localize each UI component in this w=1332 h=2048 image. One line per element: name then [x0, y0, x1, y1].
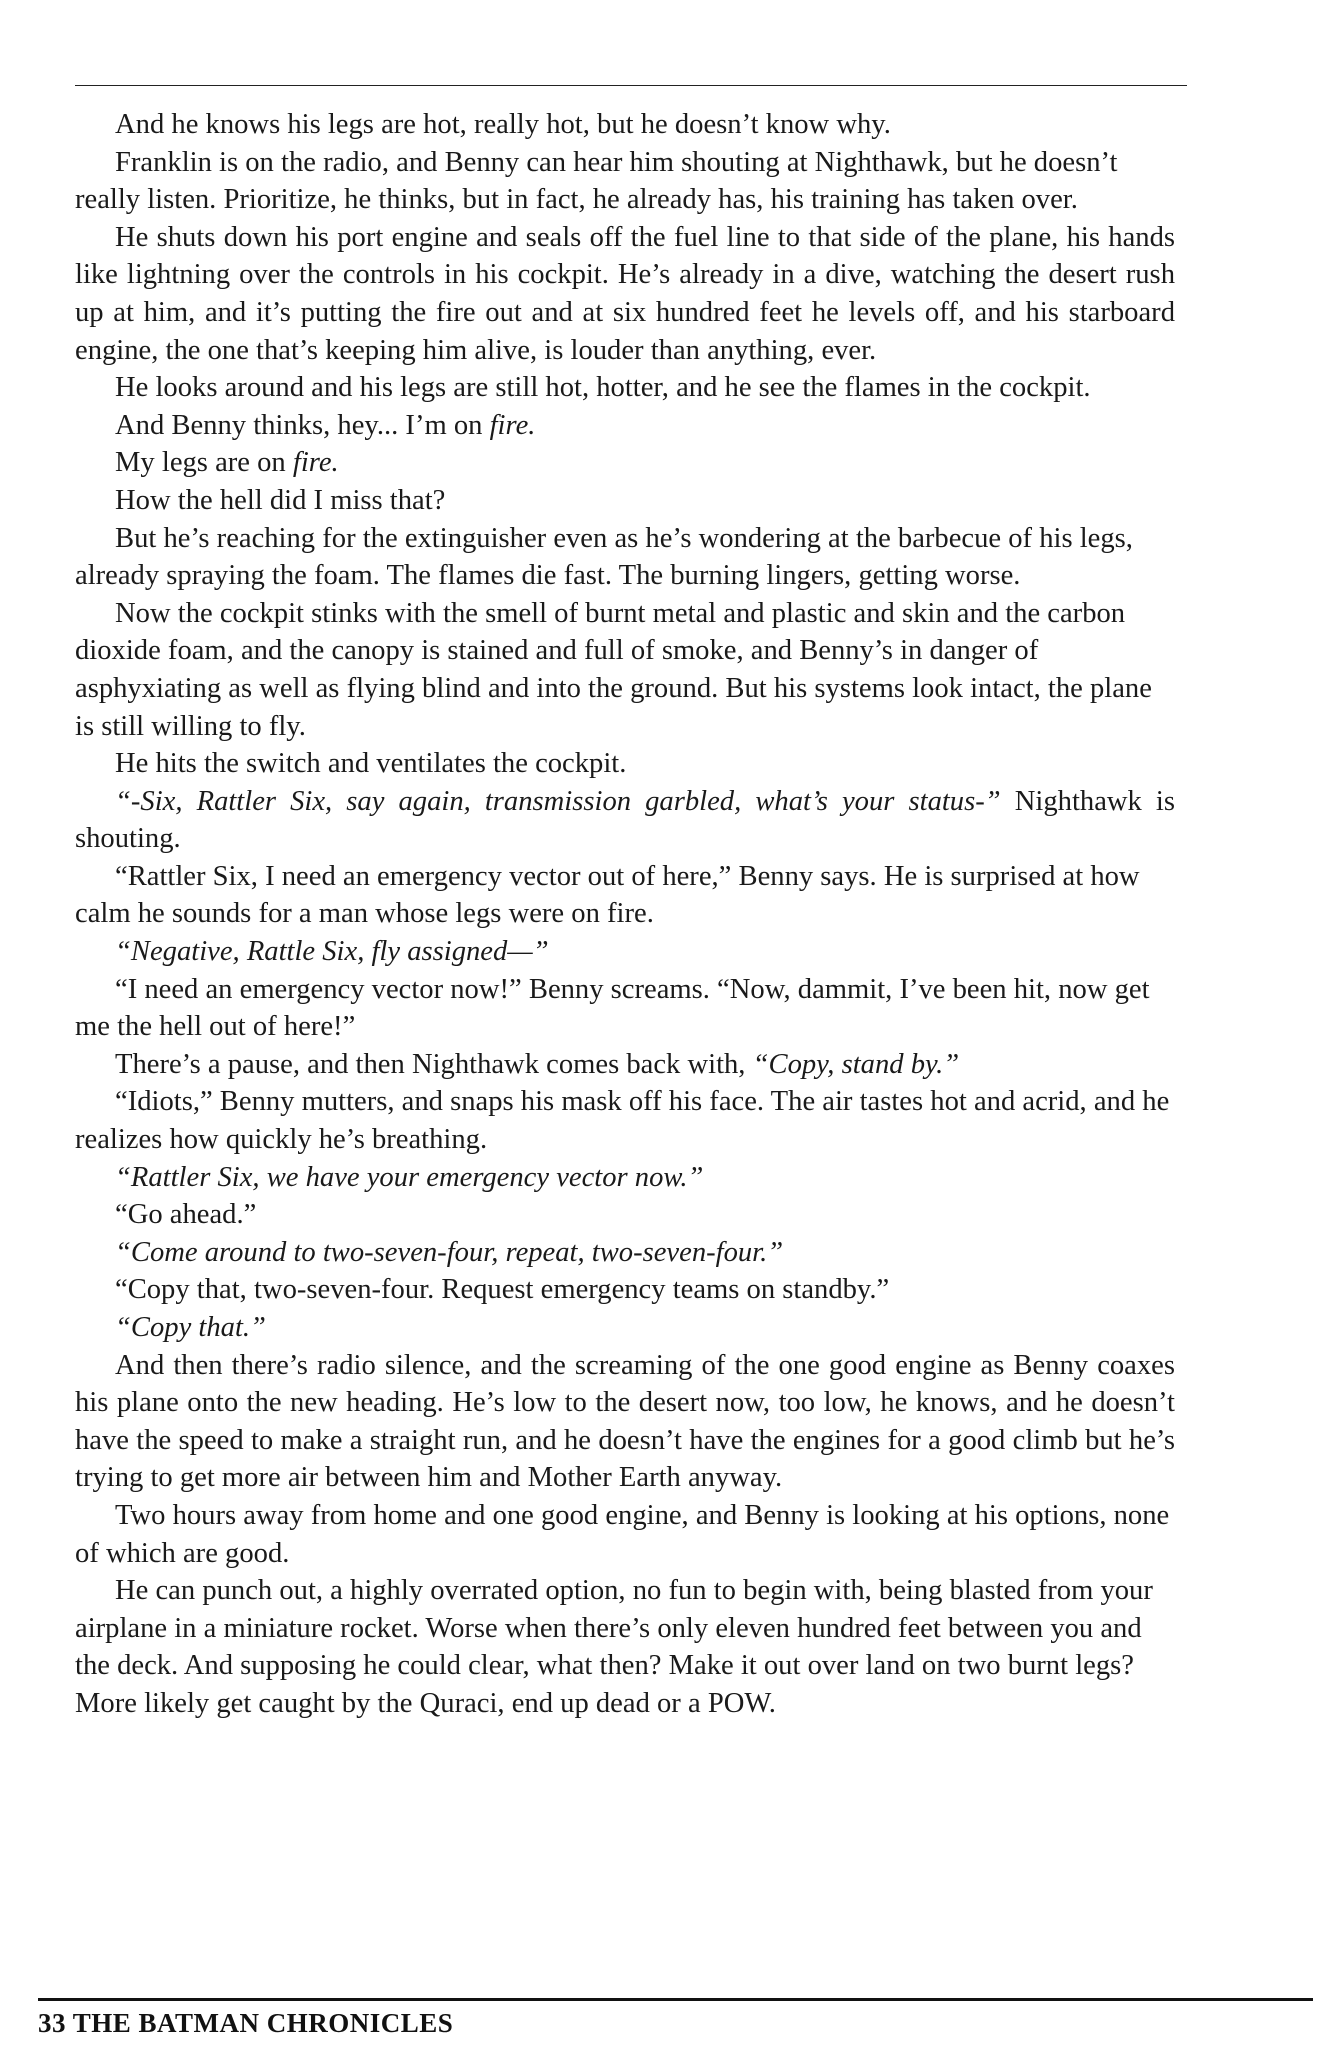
- paragraph: [75, 1234, 1175, 1272]
- paragraph: [75, 1347, 1175, 1497]
- text-run: He hits the switch and ventilates the cockpit.: [115, 748, 627, 780]
- text-run: And Benny thinks, hey... I’m on: [115, 409, 490, 441]
- book-title: THE BATMAN CHRONICLES: [72, 2008, 454, 2038]
- italic-text: fire.: [292, 447, 339, 479]
- paragraph: [75, 144, 1175, 219]
- paragraph: [75, 745, 1175, 783]
- paragraph: [75, 1159, 1175, 1197]
- italic-text: “Come around to two-seven-four, repeat, two-seven-four.”: [115, 1236, 784, 1268]
- paragraph: [75, 482, 1175, 520]
- paragraph: [75, 783, 1175, 858]
- text-run: How the hell did I miss that?: [115, 484, 446, 516]
- paragraph: [75, 444, 1175, 482]
- paragraph: [75, 1572, 1175, 1722]
- page-footer: [38, 2008, 453, 2039]
- text-run: “Idiots,” Benny mutters, and snaps his mask off his face. The air tastes hot and acrid, and he realizes how quickly he’s breathing.: [75, 1086, 1170, 1156]
- paragraph: [75, 1309, 1175, 1347]
- text-run: And he knows his legs are hot, really hot, but he doesn’t know why.: [115, 109, 891, 140]
- text-run: But he’s reaching for the extinguisher even as he’s wondering at the barbecue of his legs, already spraying the foam. The flames die fast. The burning lingers, getting worse.: [75, 522, 1133, 592]
- text-run: He can punch out, a highly overrated option, no fun to begin with, being blasted from your airplane in a miniature rocket. Worse when there’s only eleven hundred feet between you and the deck. And supposing he could clear, what then? Make it out over land on two burnt legs? More likely get caught by the Quraci, end up dead or a POW.: [75, 1575, 1153, 1719]
- text-run: Franklin is on the radio, and Benny can hear him shouting at Nighthawk, but he doesn’t really listen. Prioritize, he thinks, but in fact, he already has, his training has taken over.: [75, 146, 1118, 216]
- italic-text: “Copy that.”: [115, 1312, 266, 1343]
- paragraph: [75, 595, 1175, 745]
- top-rule: [75, 85, 1187, 86]
- text-run: “Rattler Six, I need an emergency vector out of here,” Benny says. He is surprised at how calm he sounds for a man whose legs were on fire.: [75, 860, 1140, 930]
- text-run: Two hours away from home and one good engine, and Benny is looking at his options, none of which are good.: [75, 1499, 1170, 1569]
- italic-text: “-Six, Rattler Six, say again, transmission garbled, what’s your status-”: [115, 785, 1001, 817]
- text-run: There’s a pause, and then Nighthawk comes back with,: [115, 1048, 753, 1080]
- paragraph: [75, 369, 1175, 407]
- text-run: “Go ahead.”: [115, 1199, 257, 1231]
- paragraph: [75, 1271, 1175, 1309]
- italic-text: “Negative, Rattle Six, fly assigned—”: [115, 936, 549, 968]
- body-text: [75, 106, 1175, 1723]
- text-run: “Copy that, two-seven-four. Request emergency teams on standby.”: [115, 1274, 890, 1306]
- italic-text: “Copy, stand by.”: [752, 1048, 960, 1080]
- text-run: My legs are on: [115, 447, 293, 479]
- paragraph: [75, 971, 1175, 1046]
- text-run: Nighthawk is shouting.: [75, 785, 1175, 855]
- text-run: Now the cockpit stinks with the smell of burnt metal and plastic and skin and the carbon dioxide foam, and the canopy is stained and full of smoke, and Benny’s in danger of asphyxiating as well as flying blind and into the ground. But his systems look intact, the plane is still willing to fly.: [75, 597, 1152, 742]
- paragraph: [75, 933, 1175, 971]
- text-run: “I need an emergency vector now!” Benny screams. “Now, dammit, I’ve been hit, now get me the hell out of here!”: [75, 973, 1150, 1043]
- text-run: And then there’s radio silence, and the screaming of the one good engine as Benny coaxes his plane onto the new heading. He’s low to the desert now, too low, he knows, and he doesn’t have the speed to make a straight run, and he doesn’t have the engines for a good climb but he’s trying to get more air between him and Mother Earth anyway.: [75, 1349, 1175, 1494]
- bottom-rule: [38, 1998, 1313, 2001]
- paragraph: [75, 407, 1175, 445]
- text-run: He shuts down his port engine and seals off the fuel line to that side of the plane, his hands like lightning over the controls in his cockpit. He’s already in a dive, watching the desert rush up at him, and it’s putting the fire out and at six hundred feet he levels off, and his starboard engine, the one that’s keeping him alive, is louder than anything, ever.: [75, 221, 1175, 366]
- paragraph: [75, 1046, 1175, 1084]
- paragraph: [75, 106, 1175, 144]
- italic-text: fire.: [489, 409, 536, 441]
- paragraph: [75, 1196, 1175, 1234]
- paragraph: [75, 219, 1175, 369]
- italic-text: “Rattler Six, we have your emergency vector now.”: [115, 1161, 704, 1193]
- paragraph: [75, 520, 1175, 595]
- paragraph: [75, 858, 1175, 933]
- paragraph: [75, 1497, 1175, 1572]
- text-run: He looks around and his legs are still hot, hotter, and he see the flames in the cockpit.: [115, 372, 1091, 404]
- page-number: 33: [38, 2008, 66, 2038]
- paragraph: [75, 1083, 1175, 1158]
